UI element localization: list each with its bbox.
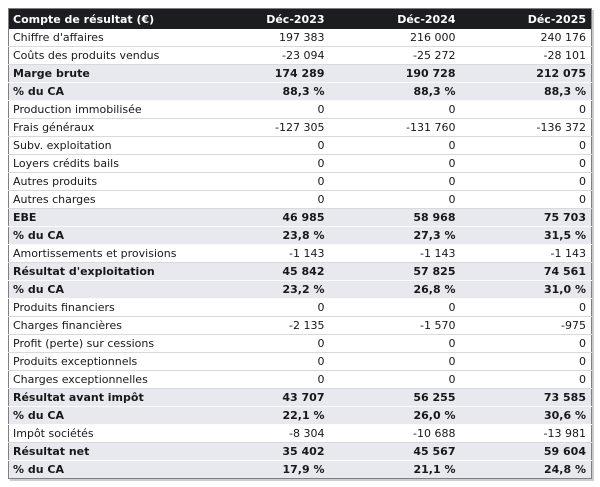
cell-value: 0 xyxy=(199,299,330,317)
cell-value: 0 xyxy=(199,335,330,353)
cell-value: 0 xyxy=(330,155,461,173)
cell-value: 0 xyxy=(330,371,461,389)
table-row-chiffre-daffaires xyxy=(9,29,592,47)
cell-value: 0 xyxy=(199,137,330,155)
cell-value: 88,3 % xyxy=(199,83,330,101)
table-row-resultat-avant-impot xyxy=(9,389,592,407)
row-label: Chiffre d'affaires xyxy=(9,29,199,47)
table-row-resultat-net xyxy=(9,443,592,461)
cell-value: 31,0 % xyxy=(461,281,592,299)
cell-value: 0 xyxy=(330,299,461,317)
table-row-loyers-credits-bails xyxy=(9,155,592,173)
table-header-row xyxy=(9,9,592,30)
cell-value: 0 xyxy=(330,353,461,371)
table-row-resultat-exploitation xyxy=(9,263,592,281)
cell-value: 43 707 xyxy=(199,389,330,407)
cell-value: 0 xyxy=(199,191,330,209)
cell-value: 73 585 xyxy=(461,389,592,407)
table-row-pct-ca-avant-impot xyxy=(9,407,592,425)
cell-value: 45 567 xyxy=(330,443,461,461)
table-row-pct-ca-ebe xyxy=(9,227,592,245)
cell-value: 0 xyxy=(461,299,592,317)
row-label: % du CA xyxy=(9,407,199,425)
cell-value: 30,6 % xyxy=(461,407,592,425)
cell-value: -2 135 xyxy=(199,317,330,335)
table-row-production-immobilisee xyxy=(9,101,592,119)
cell-value: 0 xyxy=(461,353,592,371)
row-label: Autres produits xyxy=(9,173,199,191)
cell-value: 0 xyxy=(461,155,592,173)
table-row-autres-produits xyxy=(9,173,592,191)
cell-value: 45 842 xyxy=(199,263,330,281)
cell-value: 46 985 xyxy=(199,209,330,227)
table-row-pct-ca-exploitation xyxy=(9,281,592,299)
cell-value: 88,3 % xyxy=(330,83,461,101)
cell-value: -127 305 xyxy=(199,119,330,137)
table-row-charges-financieres xyxy=(9,317,592,335)
table-row-frais-generaux xyxy=(9,119,592,137)
cell-value: 0 xyxy=(330,191,461,209)
cell-value: 0 xyxy=(461,137,592,155)
cell-value: 240 176 xyxy=(461,29,592,47)
cell-value: 190 728 xyxy=(330,65,461,83)
table-row-produits-exceptionnels xyxy=(9,353,592,371)
row-label: Subv. exploitation xyxy=(9,137,199,155)
cell-value: 0 xyxy=(461,173,592,191)
cell-value: 74 561 xyxy=(461,263,592,281)
cell-value: 0 xyxy=(330,137,461,155)
cell-value: -1 143 xyxy=(461,245,592,263)
cell-value: 56 255 xyxy=(330,389,461,407)
cell-value: 35 402 xyxy=(199,443,330,461)
cell-value: -23 094 xyxy=(199,47,330,65)
cell-value: 75 703 xyxy=(461,209,592,227)
cell-value: -975 xyxy=(461,317,592,335)
row-label: Résultat net xyxy=(9,443,199,461)
cell-value: 22,1 % xyxy=(199,407,330,425)
row-label: Production immobilisée xyxy=(9,101,199,119)
table-row-subv-exploitation xyxy=(9,137,592,155)
column-header-dec-2024: Déc-2024 xyxy=(330,9,461,30)
row-label: Coûts des produits vendus xyxy=(9,47,199,65)
table-row-marge-brute xyxy=(9,65,592,83)
cell-value: 0 xyxy=(461,371,592,389)
cell-value: 197 383 xyxy=(199,29,330,47)
cell-value: 26,8 % xyxy=(330,281,461,299)
column-header-dec-2023: Déc-2023 xyxy=(199,9,330,30)
cell-value: 0 xyxy=(330,101,461,119)
cell-value: -13 981 xyxy=(461,425,592,443)
cell-value: -136 372 xyxy=(461,119,592,137)
cell-value: 23,8 % xyxy=(199,227,330,245)
row-label: % du CA xyxy=(9,227,199,245)
row-label: Profit (perte) sur cessions xyxy=(9,335,199,353)
row-label: Résultat avant impôt xyxy=(9,389,199,407)
row-label: Produits financiers xyxy=(9,299,199,317)
table-row-ebe xyxy=(9,209,592,227)
cell-value: 26,0 % xyxy=(330,407,461,425)
cell-value: -1 570 xyxy=(330,317,461,335)
row-label: Impôt sociétés xyxy=(9,425,199,443)
cell-value: 88,3 % xyxy=(461,83,592,101)
cell-value: -10 688 xyxy=(330,425,461,443)
row-label: Loyers crédits bails xyxy=(9,155,199,173)
cell-value: 174 289 xyxy=(199,65,330,83)
row-label: % du CA xyxy=(9,281,199,299)
cell-value: -8 304 xyxy=(199,425,330,443)
cell-value: 0 xyxy=(199,155,330,173)
cell-value: 21,1 % xyxy=(330,461,461,479)
row-label: Produits exceptionnels xyxy=(9,353,199,371)
table-row-charges-exceptionnelles xyxy=(9,371,592,389)
table-row-profit-perte-cessions xyxy=(9,335,592,353)
row-label: Marge brute xyxy=(9,65,199,83)
row-label: Résultat d'exploitation xyxy=(9,263,199,281)
cell-value: 59 604 xyxy=(461,443,592,461)
cell-value: 31,5 % xyxy=(461,227,592,245)
cell-value: 0 xyxy=(199,173,330,191)
cell-value: 0 xyxy=(461,191,592,209)
cell-value: -25 272 xyxy=(330,47,461,65)
cell-value: 58 968 xyxy=(330,209,461,227)
cell-value: 0 xyxy=(199,371,330,389)
cell-value: 0 xyxy=(330,173,461,191)
row-label: Charges financières xyxy=(9,317,199,335)
cell-value: 0 xyxy=(461,335,592,353)
cell-value: -1 143 xyxy=(330,245,461,263)
cell-value: 17,9 % xyxy=(199,461,330,479)
row-label: Amortissements et provisions xyxy=(9,245,199,263)
cell-value: 27,3 % xyxy=(330,227,461,245)
table-row-pct-ca-net xyxy=(9,461,592,479)
row-label: % du CA xyxy=(9,83,199,101)
row-label: % du CA xyxy=(9,461,199,479)
table-row-autres-charges xyxy=(9,191,592,209)
table-row-produits-financiers xyxy=(9,299,592,317)
row-label: EBE xyxy=(9,209,199,227)
table-title: Compte de résultat (€) xyxy=(9,9,199,30)
row-label: Frais généraux xyxy=(9,119,199,137)
cell-value: 24,8 % xyxy=(461,461,592,479)
cell-value: -131 760 xyxy=(330,119,461,137)
cell-value: -28 101 xyxy=(461,47,592,65)
cell-value: 23,2 % xyxy=(199,281,330,299)
table-row-impot-societes xyxy=(9,425,592,443)
column-header-dec-2025: Déc-2025 xyxy=(461,9,592,30)
row-label: Autres charges xyxy=(9,191,199,209)
cell-value: 0 xyxy=(199,101,330,119)
cell-value: 0 xyxy=(199,353,330,371)
income-statement-table xyxy=(8,8,592,479)
cell-value: 212 075 xyxy=(461,65,592,83)
table-row-amortissements-provisions xyxy=(9,245,592,263)
cell-value: -1 143 xyxy=(199,245,330,263)
table-row-couts-produits-vendus xyxy=(9,47,592,65)
cell-value: 0 xyxy=(330,335,461,353)
table-row-pct-ca-marge xyxy=(9,83,592,101)
row-label: Charges exceptionnelles xyxy=(9,371,199,389)
cell-value: 57 825 xyxy=(330,263,461,281)
cell-value: 216 000 xyxy=(330,29,461,47)
cell-value: 0 xyxy=(461,101,592,119)
